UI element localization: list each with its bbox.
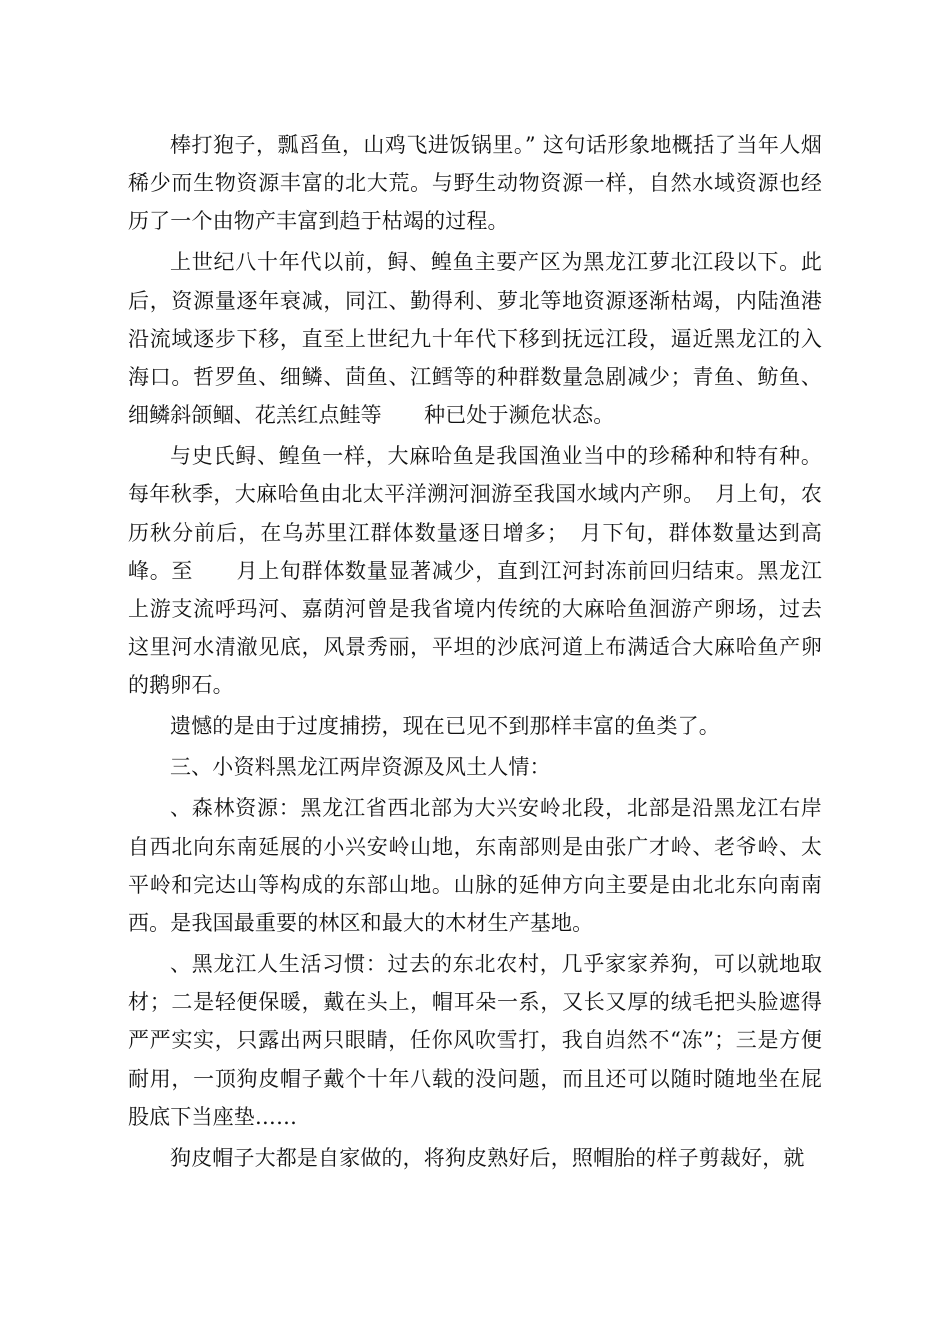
paragraph-last: 狗皮帽子大都是自家做的，将狗皮熟好后，照帽胎的样子剪裁好，就 bbox=[170, 1145, 805, 1170]
paragraph-1: 棒打狍子，瓢舀鱼，山鸡飞进饭锅里。” 这句话形象地概括了当年人烟稀少而生物资源丰富的北大荒。与野生动物资源一样，自然水域资源也经历了一个由物产丰富到趋于枯竭的过程。 bbox=[128, 133, 822, 234]
section-heading: 三、小资料黑龙江两岸资源及风土人情： bbox=[170, 755, 551, 780]
document-body bbox=[128, 126, 822, 1180]
paragraph-4: 遗憾的是由于过度捕捞，现在已见不到那样丰富的鱼类了。 bbox=[170, 714, 720, 739]
paragraph-forest: 、森林资源：黑龙江省西北部为大兴安岭北段，北部是沿黑龙江右岸自西北向东南延展的小兴安岭山地，东南部则是由张广才岭、老爷岭、太平岭和完达山等构成的东部山地。山脉的延伸方向主要是由北北东向南南西。是我国最重要的林区和最大的木材生产基地。 bbox=[128, 796, 822, 936]
paragraph-3: 与史氏鲟、鳇鱼一样，大麻哈鱼是我国渔业当中的珍稀种和特有种。每年秋季，大麻哈鱼由北太平洋溯河洄游至我国水域内产卵。 月上旬，农历秋分前后，在乌苏里江群体数量逐日增多； 月下旬，群体数量达到高峰。至 月上旬群体数量显著减少，直到江河封冻前回归结束。黑龙江上游支流呼玛河、嘉荫河曾是我省境内传统的大麻哈鱼洄游产卵场，过去这里河水清澈见底，风景秀丽，平坦的沙底河道上布满适合大麻哈鱼产卵的鹅卵石。 bbox=[128, 444, 822, 698]
paragraph-2: 上世纪八十年代以前，鲟、鳇鱼主要产区为黑龙江萝北江段以下。此后，资源量逐年衰减，同江、勤得利、萝北等地资源逐渐枯竭，内陆渔港沿流域逐步下移，直至上世纪九十年代下移到抚远江段，逼近黑龙江的入海口。哲罗鱼、细鳞、茴鱼、江鳕等的种群数量急剧减少；青鱼、鲂鱼、细鳞斜颌鲴、花羔红点鲑等 种已处于濒危状态。 bbox=[128, 250, 822, 428]
paragraph-customs: 、黑龙江人生活习惯：过去的东北农村，几乎家家养狗，可以就地取材；二是轻便保暖，戴在头上，帽耳朵一系，又长又厚的绒毛把头脸遮得严严实实，只露出两只眼睛，任你风吹雪打，我自岿然不“冻”；三是方便耐用，一顶狗皮帽子戴个十年八载的没问题，而且还可以随时随地坐在屁股底下当座垫…… bbox=[128, 952, 822, 1129]
